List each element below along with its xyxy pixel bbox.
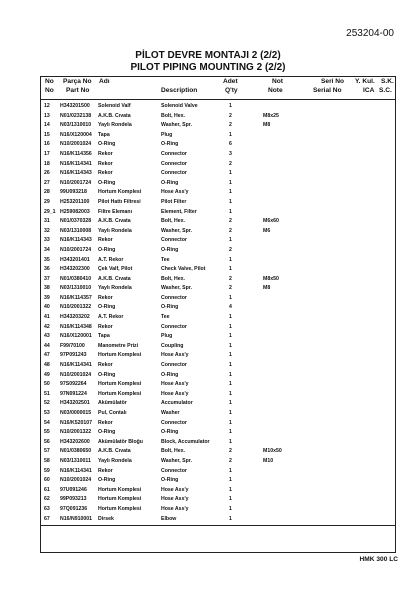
part-name-turkish: Hortum Komplesi xyxy=(98,505,142,512)
row-number: 14 xyxy=(44,122,50,129)
row-number: 57 xyxy=(44,448,50,455)
part-number: 97S092264 xyxy=(60,381,87,388)
part-name-turkish: Rekor xyxy=(98,170,113,177)
part-description: Coupling xyxy=(161,342,184,349)
quantity: 1 xyxy=(229,170,232,177)
part-number: N10/2001024 xyxy=(60,141,92,148)
table-row xyxy=(41,303,395,313)
table-row xyxy=(41,332,395,342)
part-description: Bolt, Hex. xyxy=(161,112,185,119)
part-number: N16/K114341 xyxy=(60,160,92,167)
header-description: Description xyxy=(161,87,198,94)
table-row xyxy=(41,361,395,371)
part-description: Washer xyxy=(161,410,180,416)
quantity: 1 xyxy=(229,294,232,301)
quantity: 1 xyxy=(229,237,232,244)
header-sc-tr: S.K. xyxy=(381,78,394,85)
part-number: 99U093218 xyxy=(60,189,87,196)
part-number: N03/1310008 xyxy=(60,227,92,234)
table-bottom-divider xyxy=(41,525,395,526)
part-description: O-Ring xyxy=(161,246,179,253)
table-row xyxy=(41,323,395,333)
note: M6 xyxy=(263,227,271,234)
row-number: 54 xyxy=(44,419,50,426)
header-no-tr: No xyxy=(45,78,54,85)
row-number: 34 xyxy=(44,246,50,253)
part-name-turkish: Akümülatör xyxy=(98,400,127,407)
row-number: 40 xyxy=(44,304,50,311)
row-number: 60 xyxy=(44,477,50,484)
part-description: Connector xyxy=(161,294,187,301)
part-name-turkish: A.K.B. Cıvata xyxy=(98,448,131,455)
quantity: 1 xyxy=(229,323,232,330)
quantity: 1 xyxy=(229,505,232,512)
part-name-turkish: Hortum Komplesi xyxy=(98,496,142,503)
header-ica-tr: Y. Kul. xyxy=(355,78,375,85)
part-number: H253201100 xyxy=(60,198,90,205)
table-row xyxy=(41,467,395,477)
quantity: 3 xyxy=(229,150,232,157)
row-number: 29 xyxy=(44,198,50,205)
note: M8 xyxy=(263,122,271,129)
part-description: Plug xyxy=(161,131,173,138)
part-description: Connector xyxy=(161,419,187,426)
table-row xyxy=(41,246,395,256)
part-number: N01/0370328 xyxy=(60,218,92,225)
part-number: N10/2001024 xyxy=(60,477,92,484)
part-description: Hose Ass'y xyxy=(161,381,189,388)
header-qty-en: Q'ty xyxy=(225,87,238,94)
quantity: 6 xyxy=(229,141,232,148)
part-description: O-Ring xyxy=(161,141,179,148)
part-description: O-Ring xyxy=(161,371,179,378)
row-number: 44 xyxy=(44,342,50,349)
row-number: 48 xyxy=(44,362,50,369)
row-number: 36 xyxy=(44,266,50,273)
quantity: 2 xyxy=(229,275,232,282)
part-description: O-Ring xyxy=(161,477,179,484)
note: M6x60 xyxy=(263,218,279,225)
part-name-turkish: O-Ring xyxy=(98,141,116,148)
quantity: 1 xyxy=(229,477,232,484)
part-name-turkish: Hortum Komplesi xyxy=(98,352,142,359)
part-description: Bolt, Hex. xyxy=(161,275,185,282)
part-name-turkish: Pul, Contalı xyxy=(98,410,127,416)
part-description: Connector xyxy=(161,323,187,330)
part-name-turkish: Rekor xyxy=(98,467,113,474)
quantity: 1 xyxy=(229,467,232,474)
part-number: N16/K114357 xyxy=(60,294,92,301)
quantity: 1 xyxy=(229,496,232,503)
part-description: Hose Ass'y xyxy=(161,352,189,359)
table-row xyxy=(41,188,395,198)
part-name-turkish: O-Ring xyxy=(98,371,116,378)
quantity: 2 xyxy=(229,112,232,119)
table-body xyxy=(41,102,395,524)
table-row xyxy=(41,371,395,381)
note: M10 xyxy=(263,457,274,464)
row-number: 47 xyxy=(44,352,50,359)
part-name-turkish: Akümülatör Bloğu xyxy=(98,438,143,445)
quantity: 1 xyxy=(229,256,232,263)
part-description: Tee xyxy=(161,314,170,321)
quantity: 1 xyxy=(229,438,232,445)
part-name-turkish: Rekor xyxy=(98,160,113,167)
part-name-turkish: O-Ring xyxy=(98,246,116,253)
table-row xyxy=(41,409,395,419)
note: M8x25 xyxy=(263,112,279,119)
part-number: N16/K520107 xyxy=(60,419,93,426)
row-number: 43 xyxy=(44,333,50,340)
part-number: N16/K114341 xyxy=(60,362,92,369)
quantity: 1 xyxy=(229,208,232,215)
part-number: 97P091243 xyxy=(60,352,87,359)
part-name-turkish: Rekor xyxy=(98,323,113,330)
table-row xyxy=(41,236,395,246)
part-name-turkish: Rekor xyxy=(98,419,113,426)
part-description: Tee xyxy=(161,256,170,263)
header-ica-en: ICA xyxy=(363,87,375,94)
row-number: 56 xyxy=(44,438,50,445)
title-turkish: PİLOT DEVRE MONTAJI 2 (2/2) xyxy=(135,50,281,61)
table-row xyxy=(41,505,395,515)
quantity: 1 xyxy=(229,400,232,407)
part-name-turkish: Hortum Komplesi xyxy=(98,390,142,397)
quantity: 2 xyxy=(229,246,232,253)
part-number: H343201401 xyxy=(60,256,90,263)
part-number: N16/K114341 xyxy=(60,467,92,474)
part-number: N16/K114356 xyxy=(60,150,92,157)
note: M8 xyxy=(263,285,271,292)
part-number: N10/2001024 xyxy=(60,371,92,378)
part-description: Hose Ass'y xyxy=(161,505,189,512)
part-number: 97N091224 xyxy=(60,390,87,397)
part-description: Washer, Spr. xyxy=(161,122,192,129)
part-description: Hose Ass'y xyxy=(161,496,189,503)
quantity: 1 xyxy=(229,189,232,196)
part-number: N16/K114343 xyxy=(60,237,92,244)
part-number: H343201500 xyxy=(60,103,90,109)
table-row xyxy=(41,140,395,150)
header-part-tr: Parça No xyxy=(63,78,92,85)
note: M10x50 xyxy=(263,448,282,455)
model-footer: HMK 300 LC xyxy=(359,556,398,563)
part-number: H343202501 xyxy=(60,400,90,407)
part-description: Pilot Filter xyxy=(161,198,187,205)
parts-table xyxy=(40,76,396,553)
row-number: 59 xyxy=(44,467,50,474)
part-name-turkish: A.T. Rekor xyxy=(98,314,124,321)
row-number: 35 xyxy=(44,256,50,263)
part-name-turkish: Çek Valf, Pilot xyxy=(98,266,133,273)
table-row xyxy=(41,390,395,400)
part-name-turkish: A.T. Rekor xyxy=(98,256,124,263)
quantity: 1 xyxy=(229,333,232,340)
part-number: N16/N910001 xyxy=(60,515,93,522)
header-adi: Adı xyxy=(99,78,110,85)
table-row xyxy=(41,486,395,496)
row-number: 61 xyxy=(44,486,50,493)
part-number: 99P093213 xyxy=(60,496,87,503)
table-row xyxy=(41,208,395,218)
part-name-turkish: A.K.B. Cıvata xyxy=(98,275,131,282)
document-number: 253204-00 xyxy=(346,28,394,39)
part-number: H343203202 xyxy=(60,314,90,321)
row-number: 58 xyxy=(44,457,50,464)
row-number: 12 xyxy=(44,103,50,109)
part-name-turkish: Manometre Prizi xyxy=(98,342,139,349)
row-number: 33 xyxy=(44,237,50,244)
part-number: N03/1310010 xyxy=(60,122,92,129)
note: M8x50 xyxy=(263,275,279,282)
quantity: 1 xyxy=(229,103,232,109)
part-name-turkish: Rekor xyxy=(98,237,113,244)
part-description: Washer, Spr. xyxy=(161,285,192,292)
table-row xyxy=(41,198,395,208)
row-number: 41 xyxy=(44,314,50,321)
part-name-turkish: Filtre Elemanı xyxy=(98,208,133,215)
row-number: 38 xyxy=(44,285,50,292)
part-description: O-Ring xyxy=(161,429,179,436)
part-description: Connector xyxy=(161,170,187,177)
table-row xyxy=(41,121,395,131)
quantity: 1 xyxy=(229,198,232,205)
part-name-turkish: A.K.B. Cıvata xyxy=(98,218,131,225)
table-row xyxy=(41,380,395,390)
part-number: N16/K114348 xyxy=(60,323,92,330)
part-description: Block, Accumulator xyxy=(161,438,210,445)
part-name-turkish: A.K.B. Cıvata xyxy=(98,112,131,119)
part-name-turkish: O-Ring xyxy=(98,429,116,436)
quantity: 1 xyxy=(229,179,232,186)
quantity: 1 xyxy=(229,515,232,522)
part-name-turkish: Yaylı Rondela xyxy=(98,457,132,464)
row-number: 26 xyxy=(44,170,50,177)
header-serial-tr: Seri No xyxy=(321,78,345,85)
part-description: Connector xyxy=(161,160,187,167)
quantity: 4 xyxy=(229,304,232,311)
table-row xyxy=(41,160,395,170)
part-name-turkish: O-Ring xyxy=(98,304,116,311)
part-number: 97Q091236 xyxy=(60,505,88,512)
part-name-turkish: Yaylı Rondela xyxy=(98,285,132,292)
row-number: 18 xyxy=(44,160,50,167)
table-row xyxy=(41,150,395,160)
part-name-turkish: Pilot Hattı Filtresi xyxy=(98,198,141,205)
part-description: Washer, Spr. xyxy=(161,227,192,234)
quantity: 1 xyxy=(229,486,232,493)
row-number: 29_1 xyxy=(44,208,56,215)
part-number: N10/2001724 xyxy=(60,179,92,186)
table-row xyxy=(41,265,395,275)
row-number: 17 xyxy=(44,150,50,157)
quantity: 1 xyxy=(229,352,232,359)
table-row xyxy=(41,313,395,323)
part-number: H259082003 xyxy=(60,208,90,215)
header-serial-en: Serial No xyxy=(313,87,342,94)
quantity: 1 xyxy=(229,362,232,369)
table-header xyxy=(41,77,395,100)
table-row xyxy=(41,515,395,525)
quantity: 2 xyxy=(229,457,232,464)
table-row xyxy=(41,275,395,285)
part-name-turkish: Rekor xyxy=(98,150,113,157)
part-description: Washer, Spr. xyxy=(161,457,192,464)
part-name-turkish: O-Ring xyxy=(98,179,116,186)
part-name-turkish: Dirsek xyxy=(98,515,114,522)
part-number: 97U091246 xyxy=(60,486,87,493)
part-description: Connector xyxy=(161,237,187,244)
part-description: Bolt, Hex. xyxy=(161,218,185,225)
part-name-turkish: Rekor xyxy=(98,362,113,369)
row-number: 62 xyxy=(44,496,50,503)
header-note-en: Note xyxy=(268,87,283,94)
part-number: F99/70100 xyxy=(60,342,85,349)
part-name-turkish: Solenoid Valf xyxy=(98,103,131,109)
row-number: 31 xyxy=(44,218,50,225)
table-row xyxy=(41,399,395,409)
header-qty-tr: Adet xyxy=(223,78,238,85)
quantity: 2 xyxy=(229,285,232,292)
part-description: O-Ring xyxy=(161,179,179,186)
header-sc-en: S.C. xyxy=(379,87,392,94)
part-description: Hose Ass'y xyxy=(161,189,189,196)
quantity: 1 xyxy=(229,419,232,426)
row-number: 27 xyxy=(44,179,50,186)
header-note-tr: Not xyxy=(272,78,283,85)
part-name-turkish: O-Ring xyxy=(98,477,116,484)
row-number: 49 xyxy=(44,371,50,378)
table-row xyxy=(41,169,395,179)
part-description: Bolt, Hex. xyxy=(161,448,185,455)
part-description: O-Ring xyxy=(161,304,179,311)
table-row xyxy=(41,217,395,227)
row-number: 63 xyxy=(44,505,50,512)
table-row xyxy=(41,342,395,352)
table-row xyxy=(41,294,395,304)
table-row xyxy=(41,179,395,189)
quantity: 2 xyxy=(229,227,232,234)
part-name-turkish: Hortum Komplesi xyxy=(98,486,142,493)
table-row xyxy=(41,457,395,467)
table-row xyxy=(41,102,395,112)
part-number: N03/1310010 xyxy=(60,285,92,292)
quantity: 1 xyxy=(229,390,232,397)
quantity: 2 xyxy=(229,160,232,167)
table-row xyxy=(41,428,395,438)
table-row xyxy=(41,112,395,122)
header-part-en: Part No xyxy=(66,87,90,94)
part-description: Elbow xyxy=(161,515,177,522)
quantity: 1 xyxy=(229,131,232,138)
header-no-en: No xyxy=(45,87,54,94)
row-number: 39 xyxy=(44,294,50,301)
part-description: Accumulator xyxy=(161,400,193,407)
part-number: N01/0380650 xyxy=(60,448,92,455)
quantity: 2 xyxy=(229,122,232,129)
table-row xyxy=(41,351,395,361)
row-number: 50 xyxy=(44,381,50,388)
row-number: 55 xyxy=(44,429,50,436)
part-number: H343202600 xyxy=(60,438,90,445)
row-number: 42 xyxy=(44,323,50,330)
row-number: 52 xyxy=(44,400,50,407)
part-description: Element, Filter xyxy=(161,208,197,215)
table-row xyxy=(41,284,395,294)
table-row xyxy=(41,476,395,486)
quantity: 1 xyxy=(229,429,232,436)
quantity: 1 xyxy=(229,342,232,349)
quantity: 1 xyxy=(229,371,232,378)
row-number: 51 xyxy=(44,390,50,397)
row-number: 15 xyxy=(44,131,50,138)
part-name-turkish: Tapa xyxy=(98,333,110,340)
table-row xyxy=(41,256,395,266)
table-row xyxy=(41,495,395,505)
quantity: 1 xyxy=(229,266,232,273)
part-description: Connector xyxy=(161,467,187,474)
table-row xyxy=(41,227,395,237)
part-description: Hose Ass'y xyxy=(161,486,189,493)
part-number: N01/0380410 xyxy=(60,275,92,282)
part-description: Plug xyxy=(161,333,173,340)
part-name-turkish: Tapa xyxy=(98,131,110,138)
part-number: N03/0000015 xyxy=(60,410,92,416)
part-name-turkish: Yaylı Rondela xyxy=(98,122,132,129)
part-number: N16/K114343 xyxy=(60,170,92,177)
part-number: N10/2001322 xyxy=(60,304,92,311)
part-number: N10/2001322 xyxy=(60,429,92,436)
part-number: N01/0232138 xyxy=(60,112,92,119)
part-number: N16/X120001 xyxy=(60,333,92,340)
part-description: Check Valve, Pilot xyxy=(161,266,206,273)
table-row xyxy=(41,419,395,429)
part-name-turkish: Hortum Komplesi xyxy=(98,189,142,196)
row-number: 67 xyxy=(44,515,50,522)
part-number: N10/2001724 xyxy=(60,246,92,253)
quantity: 1 xyxy=(229,381,232,388)
row-number: 32 xyxy=(44,227,50,234)
row-number: 16 xyxy=(44,141,50,148)
part-number: N03/1310011 xyxy=(60,457,91,464)
part-name-turkish: Yaylı Rondela xyxy=(98,227,132,234)
table-row xyxy=(41,438,395,448)
row-number: 37 xyxy=(44,275,50,282)
part-description: Connector xyxy=(161,362,187,369)
row-number: 13 xyxy=(44,112,50,119)
part-number: H343202300 xyxy=(60,266,90,273)
row-number: 28 xyxy=(44,189,50,196)
quantity: 2 xyxy=(229,218,232,225)
quantity: 1 xyxy=(229,410,232,416)
part-description: Hose Ass'y xyxy=(161,390,189,397)
part-description: Connector xyxy=(161,150,187,157)
quantity: 1 xyxy=(229,314,232,321)
part-name-turkish: Rekor xyxy=(98,294,113,301)
part-description: Solenoid Valve xyxy=(161,103,198,109)
title-english: PILOT PIPING MOUNTING 2 (2/2) xyxy=(130,62,286,73)
quantity: 2 xyxy=(229,448,232,455)
part-number: N16/X120004 xyxy=(60,131,92,138)
table-row xyxy=(41,131,395,141)
table-row xyxy=(41,447,395,457)
row-number: 53 xyxy=(44,410,50,416)
part-name-turkish: Hortum Komplesi xyxy=(98,381,142,388)
